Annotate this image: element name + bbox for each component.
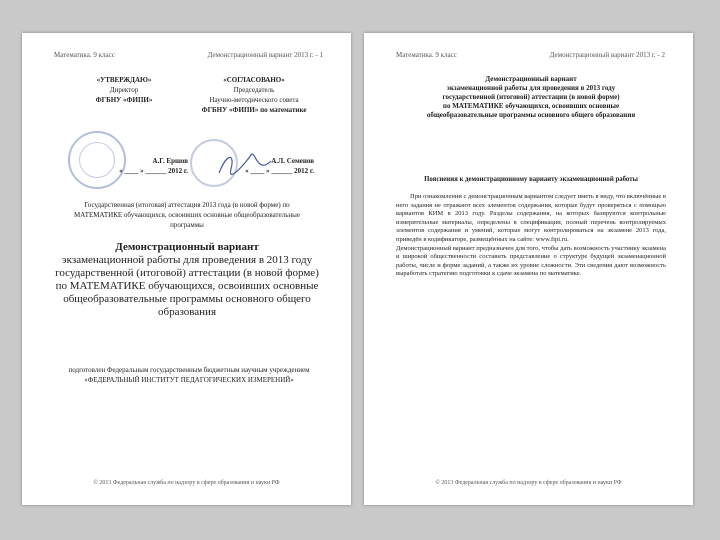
header-left: Математика. 9 класс: [54, 51, 115, 59]
approved-block: [64, 75, 184, 115]
prepared-by: подготовлен Федеральным государственным бюджетным научным учреждением «ФЕДЕРАЛЬНЫЙ ИНСТИТУТ ПЕДАГОГИЧЕСКИХ ИЗМЕРЕНИЙ»: [68, 366, 310, 384]
section-subtitle: Пояснения к демонстрационному варианту экзаменационной работы: [424, 176, 638, 183]
page-header: [396, 51, 665, 59]
demo-title-block: [52, 241, 322, 319]
agreed-date: « ____ » ______ 2012 г.: [245, 167, 314, 175]
agreed-signature: [232, 156, 314, 176]
header-left: Математика. 9 класс: [396, 51, 457, 59]
document-page-2: [364, 33, 693, 505]
approved-signature: [118, 156, 188, 176]
agreed-title: «СОГЛАСОВАНО»: [223, 76, 285, 84]
title-line: экзаменационной работы для проведения в 2013 году: [446, 84, 616, 92]
agreed-signer: А.Л. Семенов: [271, 157, 314, 165]
approved-title: «УТВЕРЖДАЮ»: [96, 76, 152, 84]
header-right: Демонстрационный вариант 2013 г. - 1: [207, 51, 323, 59]
document-page-1: [22, 33, 351, 505]
demo-title: Демонстрационный вариант: [115, 241, 259, 253]
title-line: государственной (итоговой) аттестации (в новой форме): [442, 93, 620, 101]
approved-line2: ФГБНУ «ФИПИ»: [95, 96, 153, 104]
demo-text: экзаменационной работы для проведения в 2013 году государственной (итоговой) аттестации (в новой форме) по МАТЕМАТИКЕ обучающихся, освоивших основные общеобразовательные программы основного общего образования: [55, 254, 319, 318]
title-line: общеобразовательные программы основного общего образования: [426, 111, 636, 119]
agreed-block: [194, 75, 314, 115]
title-line: Демонстрационный вариант: [485, 75, 577, 83]
header-right: Демонстрационный вариант 2013 г. - 2: [549, 51, 665, 59]
agreed-line2: Научно-методического совета: [209, 96, 299, 104]
approved-date: « ____ » ______ 2012 г.: [119, 167, 188, 175]
approved-line1: Директор: [109, 86, 139, 94]
attestation-text: Государственная (итоговая) аттестация 2013 года (в новой форме) по МАТЕМАТИКЕ обучающихся, освоивших основные общеобразовательные программы: [74, 201, 300, 229]
agreed-line1: Председатель: [233, 86, 275, 94]
approved-signer: А.Г. Ершов: [152, 157, 188, 165]
paragraph: При ознакомлении с демонстрационным вариантом следует иметь в виду, что включённые в него задания не отражают всех элементов содержания, которые будут проверяться с помощью вариантов КИМ в 2013 году. Разделы содержания, на которых базируются контрольные измерительные материалы, определены в спецификации, полный перечень контролируемых элементов содержания и умений, которые могут контролироваться на экзамене 2013 года, приведён в кодификаторе, размещённых на сайте: www.fipi.ru.: [396, 193, 666, 243]
title-line: по МАТЕМАТИКЕ обучающихся, освоивших основные: [442, 102, 620, 110]
page-footer: © 2013 Федеральная служба по надзору в сфере образования и науки РФ: [435, 480, 622, 486]
body-text: [396, 193, 666, 279]
agreed-line3: ФГБНУ «ФИПИ» по математике: [201, 106, 307, 114]
page-header: [54, 51, 323, 59]
approval-block: [64, 75, 314, 115]
paragraph: Демонстрационный вариант предназначен для того, чтобы дать возможность участнику экзамена и широкой общественности составить представление о структуре будущей экзаменационной работы, числе и форме заданий, а также их уровне сложности. Эти сведения дают возможность выработать стратегию подготовки к сдаче экзамена по математике.: [396, 244, 666, 278]
document-title: [408, 75, 654, 120]
page-footer: © 2013 Федеральная служба по надзору в сфере образования и науки РФ: [93, 480, 280, 486]
